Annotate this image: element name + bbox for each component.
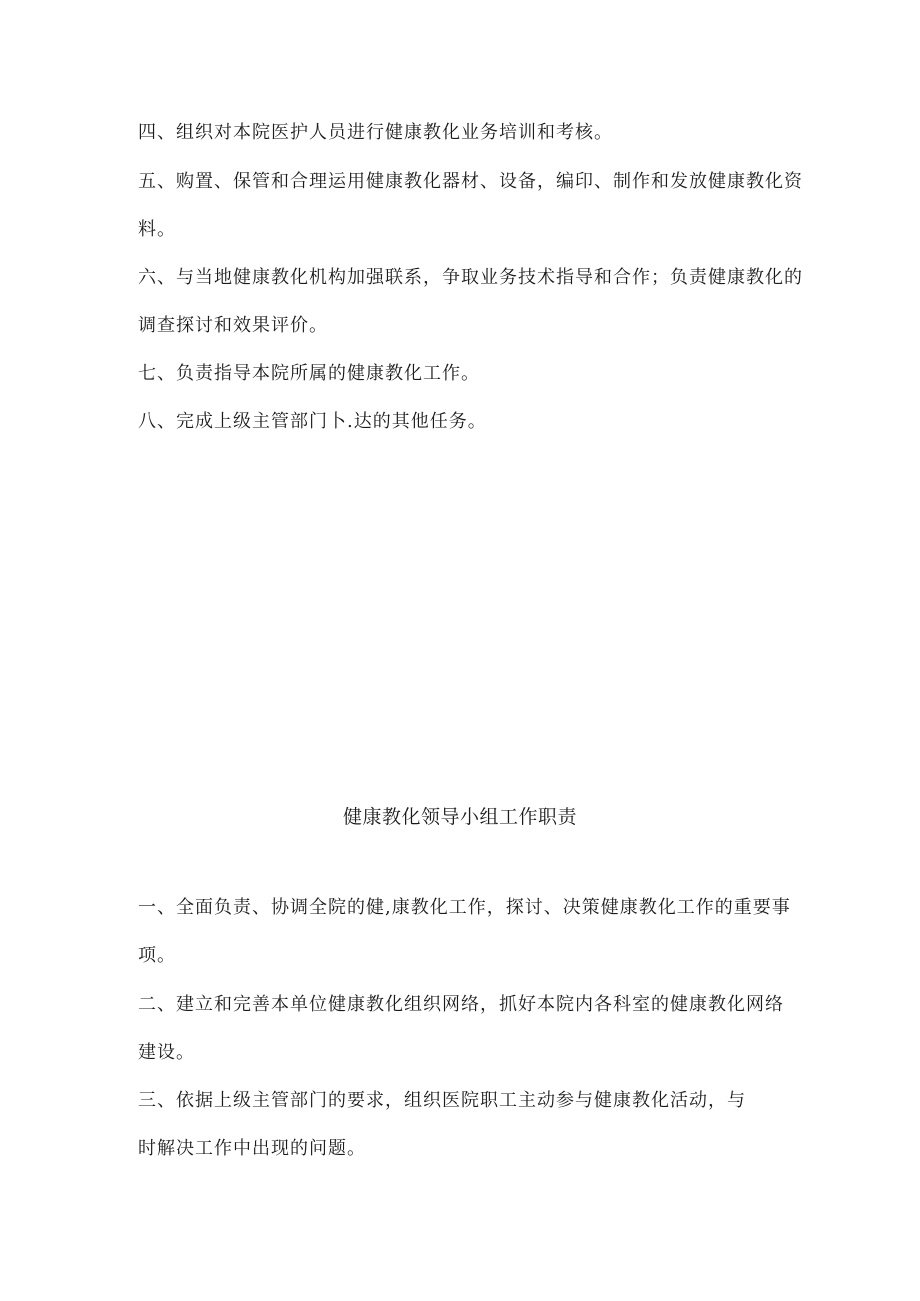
paragraph-line: 一、全面负责、协调全院的健,康教化工作，探讨、决策健康教化工作的重要事	[138, 897, 791, 918]
paragraph-line: 料。	[138, 219, 176, 240]
paragraph-line: 八、完成上级主管部门卜.达的其他任务。	[138, 411, 487, 432]
paragraph-line: 六、与当地健康教化机构加强联系，争取业务技术指导和合作；负责健康教化的	[138, 267, 803, 288]
paragraph-line: 五、购置、保管和合理运用健康教化器材、设备，编印、制作和发放健康教化资	[138, 171, 803, 192]
section-title: 健康教化领导小组工作职责	[342, 806, 577, 828]
paragraph-line: 三、依据上级主管部门的要求，组织医院职工主动参与健康教化活动，与	[138, 1090, 746, 1111]
paragraph-line: 时解决工作中出现的问题。	[138, 1138, 366, 1159]
paragraph-line: 调查探讨和效果评价。	[138, 315, 328, 336]
paragraph-line: 建设。	[138, 1042, 195, 1063]
paragraph-line: 四、组织对本院医护人员进行健康教化业务培训和考核。	[138, 122, 613, 143]
paragraph-line: 项。	[138, 945, 176, 966]
paragraph-line: 七、负责指导本院所属的健康教化工作。	[138, 363, 480, 384]
paragraph-line: 二、建立和完善本单位健康教化组织网络，抓好本院内各科室的健康教化网络	[138, 994, 784, 1015]
